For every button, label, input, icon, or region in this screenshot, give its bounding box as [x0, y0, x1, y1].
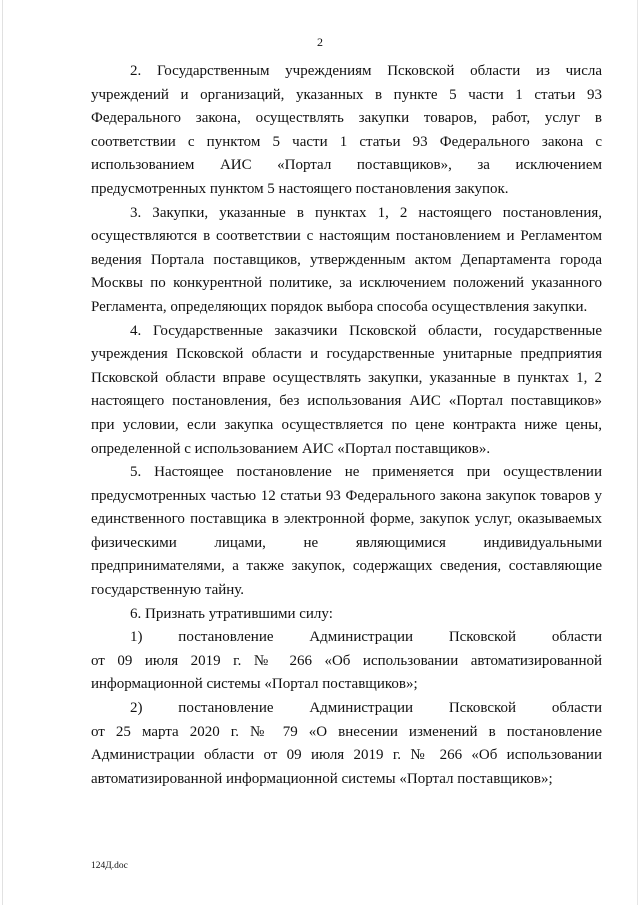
list-item-2-text: от 25 марта 2020 г. № 79 «О внесении изменений в постановление Администрации области от 09 июля 2019 г. № 266 «Об использовании автоматизированной информационной системы «Портал поставщиков»; [91, 723, 602, 787]
paragraph-6: 6. Признать утратившими силу: [130, 605, 333, 622]
page-number: 2 [317, 35, 323, 49]
paragraph-4: 4. Государственные заказчики Псковской области, государственные учреждения Псковской области и государственные унитарные предприятия Псковской области вправе осуществлять закупки, указанные в пунктах 1, 2 настоящего постановления, без использования АИС «Портал поставщиков» при условии, если закупка осуществляется по цене контракта ниже цены, определенной с использованием АИС «Портал поставщиков». [91, 322, 602, 457]
list-item-2-word-administration: Администрации [309, 700, 414, 717]
paragraph-3: 3. Закупки, указанные в пунктах 1, 2 настоящего постановления, осуществляются в соответствии с настоящим постановлением и Регламентом ведения Портала поставщиков, утвержденным актом Департамента города Москвы по конкурентной политике, за исключением положений указанного Регламента, определяющих порядок выбора способа осуществления закупки. [91, 204, 602, 315]
list-item-1-number: 1) [130, 629, 143, 646]
list-item-1-word-decree: постановление [178, 629, 274, 646]
footer-filename: 124Д.doc [91, 861, 128, 871]
list-item-1-word-region: области [551, 629, 602, 646]
page-edge-left [2, 0, 3, 905]
list-item-2-word-pskov: Псковской [448, 700, 517, 717]
paragraph-2: 2. Государственным учреждениям Псковской области из числа учреждений и организаций, указанных в пункте 5 части 1 статьи 93 Федерального закона, осуществлять закупки товаров, работ, услуг в соответствии с пунктом 5 части 1 статьи 93 Федерального закона с использованием АИС «Портал поставщиков», за исключением предусмотренных пунктом 5 настоящего постановления закупок. [91, 63, 602, 197]
list-item-1-text: от 09 июля 2019 г. № 266 «Об использовании автоматизированной информационной системы «Портал поставщиков»; [91, 652, 602, 693]
list-item-2-heading [91, 697, 602, 721]
list-item-2-word-region: области [551, 700, 602, 717]
list-item-2-number: 2) [130, 700, 143, 717]
list-item-1-word-administration: Администрации [309, 629, 414, 646]
paragraph-5: 5. Настоящее постановление не применяется при осуществлении предусмотренных частью 12 статьи 93 Федерального закона закупок товаров у единственного поставщика в электронной форме, закупок услуг, оказываемых физическими лицами, не являющимися индивидуальными предпринимателями, а также закупок, содержащих сведения, составляющие государственную тайну. [91, 464, 602, 599]
document-body [91, 60, 602, 791]
page-edge-right [637, 0, 638, 905]
list-item-1-heading [91, 626, 602, 650]
list-item-1-word-pskov: Псковской [448, 629, 517, 646]
list-item-2-word-decree: постановление [178, 700, 274, 717]
